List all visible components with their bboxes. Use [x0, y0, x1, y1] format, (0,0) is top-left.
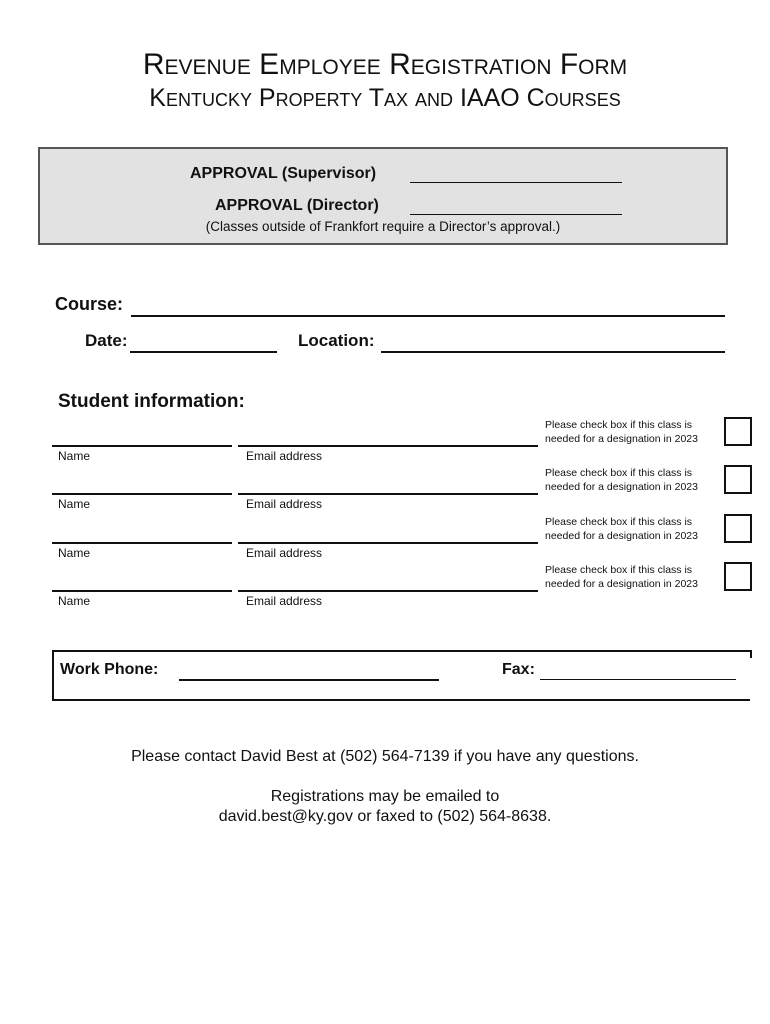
- form-title: Revenue Employee Registration Form: [142, 48, 628, 81]
- student-email-field[interactable]: [238, 590, 538, 592]
- director-approval-field[interactable]: [410, 214, 622, 215]
- designation-check-note: Please check box if this class is needed for a designation in 2023: [545, 419, 698, 445]
- student-row: [0, 515, 770, 565]
- fax-field[interactable]: [540, 679, 736, 680]
- work-phone-label: Work Phone:: [60, 661, 159, 678]
- student-email-field[interactable]: [238, 542, 538, 544]
- supervisor-approval-label: APPROVAL (Supervisor): [190, 165, 377, 182]
- contact-text: Please contact David Best at (502) 564-7139 if you have any questions.: [131, 748, 639, 765]
- registration-text-line1: Registrations may be emailed to: [270, 788, 500, 805]
- designation-check-note: Please check box if this class is needed for a designation in 2023: [545, 564, 698, 590]
- name-label: Name: [58, 594, 91, 608]
- course-label: Course:: [55, 294, 124, 314]
- email-label: Email address: [246, 449, 323, 463]
- approval-note: (Classes outside of Frankfort require a Director’s approval.): [205, 219, 561, 234]
- designation-check-note: Please check box if this class is needed for a designation in 2023: [545, 467, 698, 493]
- student-email-field[interactable]: [238, 493, 538, 495]
- student-name-field[interactable]: [52, 493, 232, 495]
- location-label: Location:: [298, 331, 375, 350]
- designation-checkbox[interactable]: [724, 514, 752, 543]
- email-label: Email address: [246, 546, 323, 560]
- designation-checkbox[interactable]: [724, 562, 752, 591]
- date-label: Date:: [85, 331, 128, 350]
- student-email-field[interactable]: [238, 445, 538, 447]
- date-field[interactable]: [130, 351, 277, 353]
- course-field[interactable]: [131, 315, 725, 317]
- form-subtitle: Kentucky Property Tax and IAAO Courses: [149, 84, 621, 112]
- registration-text-line2: david.best@ky.gov or faxed to (502) 564-8638.: [218, 808, 552, 825]
- name-label: Name: [58, 449, 91, 463]
- email-label: Email address: [246, 594, 323, 608]
- student-info-heading: Student information:: [58, 391, 245, 412]
- designation-check-note: Please check box if this class is needed for a designation in 2023: [545, 516, 698, 542]
- location-field[interactable]: [381, 351, 725, 353]
- director-approval-label: APPROVAL (Director): [215, 197, 379, 214]
- contact-box: [52, 650, 750, 701]
- email-label: Email address: [246, 497, 323, 511]
- designation-checkbox[interactable]: [724, 465, 752, 494]
- fax-label: Fax:: [502, 661, 535, 678]
- student-name-field[interactable]: [52, 445, 232, 447]
- student-row: [0, 418, 770, 468]
- student-name-field[interactable]: [52, 542, 232, 544]
- name-label: Name: [58, 546, 91, 560]
- student-name-field[interactable]: [52, 590, 232, 592]
- work-phone-field[interactable]: [179, 679, 439, 681]
- student-row: [0, 466, 770, 516]
- designation-checkbox[interactable]: [724, 417, 752, 446]
- student-row: [0, 563, 770, 613]
- supervisor-approval-field[interactable]: [410, 182, 622, 183]
- name-label: Name: [58, 497, 91, 511]
- approval-section: [38, 147, 728, 245]
